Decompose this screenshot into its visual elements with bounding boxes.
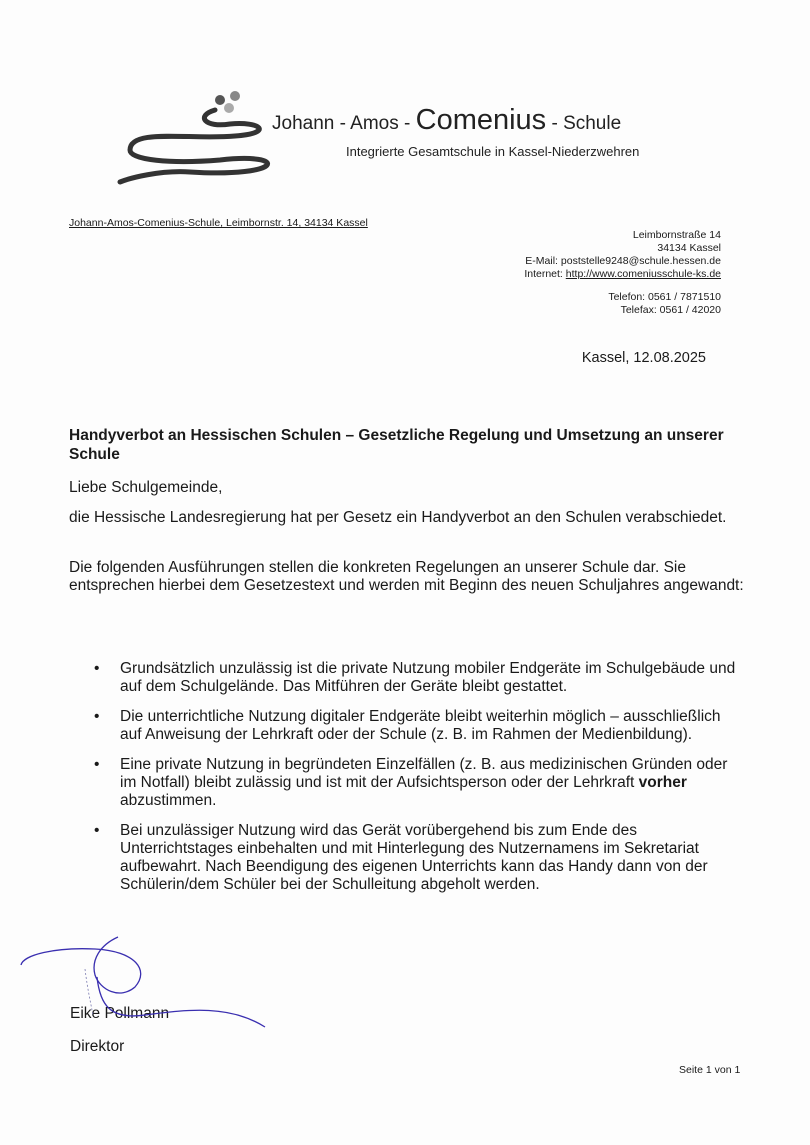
list-item-text: abzustimmen. [120, 792, 217, 809]
phone-block [608, 291, 721, 317]
phone: Telefon: 0561 / 7871510 [608, 291, 721, 303]
bullet-icon: • [94, 708, 100, 725]
list-item [69, 708, 739, 744]
list-item-text: Eine private Nutzung in begründeten Einzelfällen (z. B. aus medizinischen Gründen oder im Notfall) bleibt zulässig und ist mit der Aufsichtsperson oder der Lehrkraft [120, 756, 728, 791]
salutation: Liebe Schulgemeinde, [69, 479, 223, 496]
school-name-part: - Schule [546, 113, 622, 134]
school-name-main: Comenius [415, 104, 547, 136]
bullet-icon: • [94, 756, 100, 773]
email-line [524, 255, 721, 268]
signatory-role: Direktor [70, 1038, 125, 1055]
list-item [69, 756, 739, 810]
school-logo-icon [110, 88, 280, 188]
fax: Telefax: 0561 / 42020 [620, 304, 721, 316]
email-label: E-Mail: [525, 255, 561, 267]
internet-label: Internet: [524, 268, 566, 280]
list-item-text: Bei unzulässiger Nutzung wird das Gerät vorübergehend bis zum Ende des Unterrichtstages einbehalten und mit Hinterlegung des Nutzernamens im Sekretariat aufbewahrt. Nach Beendigung des eigenen Unterrichts kann das Handy dann von der Schülerin/dem Schüler bei der Schulleitung abgeholt werden. [120, 822, 708, 893]
bullet-icon: • [94, 660, 100, 677]
website-link[interactable]: http://www.comeniusschule-ks.de [565, 268, 721, 280]
emphasis: vorher [638, 774, 687, 791]
letter-title: Handyverbot an Hessischen Schulen – Gesetzliche Regelung und Umsetzung an unserer Schule [69, 427, 724, 463]
internet-line [524, 268, 721, 281]
list-item [69, 660, 739, 696]
list-item-text: Grundsätzlich unzulässig ist die private Nutzung mobiler Endgeräte im Schulgebäude und auf dem Schulgelände. Das Mitführen der Geräte bleibt gestattet. [120, 660, 736, 695]
sender-line: Johann-Amos-Comenius-Schule, Leimbornstr. 14, 34134 Kassel [69, 217, 368, 229]
bullet-icon: • [94, 822, 100, 839]
signatory-name: Eike Pollmann [70, 1005, 170, 1022]
list-item [69, 822, 739, 894]
list-item-text: Die unterrichtliche Nutzung digitaler Endgeräte bleibt weiterhin möglich – ausschließlich auf Anweisung der Lehrkraft oder der Schule (z. B. im Rahmen der Medienbildung). [120, 708, 721, 743]
street: Leimbornstraße 14 [632, 229, 721, 241]
paragraph: Die folgenden Ausführungen stellen die konkreten Regelungen an unserer Schule dar. Sie entsprechen hierbei dem Gesetzestext und werden mit Beginn des neuen Schuljahres angewandt: [69, 559, 744, 594]
paragraph: die Hessische Landesregierung hat per Gesetz ein Handyverbot an den Schulen verabschiedet. [69, 509, 727, 526]
signature-icon [15, 935, 275, 1030]
rules-list [69, 660, 739, 906]
school-name [272, 104, 621, 137]
page-number: Seite 1 von 1 [679, 1064, 741, 1076]
school-subtitle: Integrierte Gesamtschule in Kassel-Niederzwehren [346, 144, 640, 159]
contact-block [524, 229, 721, 281]
letter-date: Kassel, 12.08.2025 [581, 350, 706, 366]
school-name-part: Johann - Amos - [272, 113, 416, 134]
city: 34134 Kassel [657, 242, 721, 254]
email-link[interactable]: poststelle9248@schule.hessen.de [560, 255, 721, 267]
